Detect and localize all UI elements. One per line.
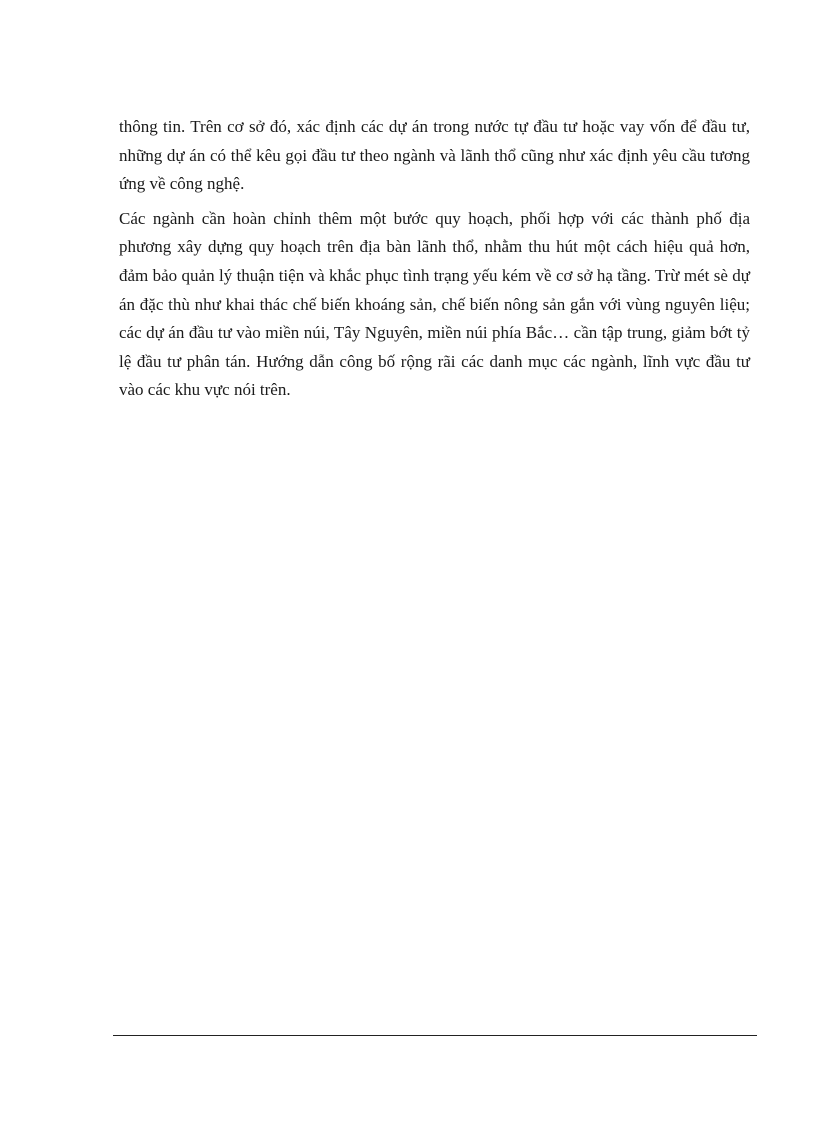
footer-divider <box>113 1035 757 1036</box>
paragraph-2: Các ngành cần hoàn chỉnh thêm một bước quy hoạch, phối hợp với các thành phố địa phương xây dựng quy hoạch trên địa bàn lãnh thổ, nhằm thu hút một cách hiệu quả hơn, đảm bảo quản lý thuận tiện và khắc phục tình trạng yếu kém về cơ sở hạ tầng. Trừ mét sè dự án đặc thù như khai thác chế biến khoáng sản, chế biến nông sản gắn với vùng nguyên liệu; các dự án đầu tư vào miền núi, Tây Nguyên, miền núi phía Bắc… cần tập trung, giảm bớt tỷ lệ đầu tư phân tán. Hướng dẫn công bố rộng rãi các danh mục các ngành, lĩnh vực đầu tư vào các khu vực nói trên. <box>119 208 750 400</box>
paragraph-1: thông tin. Trên cơ sở đó, xác định các dự án trong nước tự đầu tư hoặc vay vốn để đầu tư, những dự án có thể kêu gọi đầu tư theo ngành và lãnh thổ cũng như xác định yêu cầu tương ứng về công nghệ. <box>119 117 750 194</box>
body-text <box>119 113 750 405</box>
